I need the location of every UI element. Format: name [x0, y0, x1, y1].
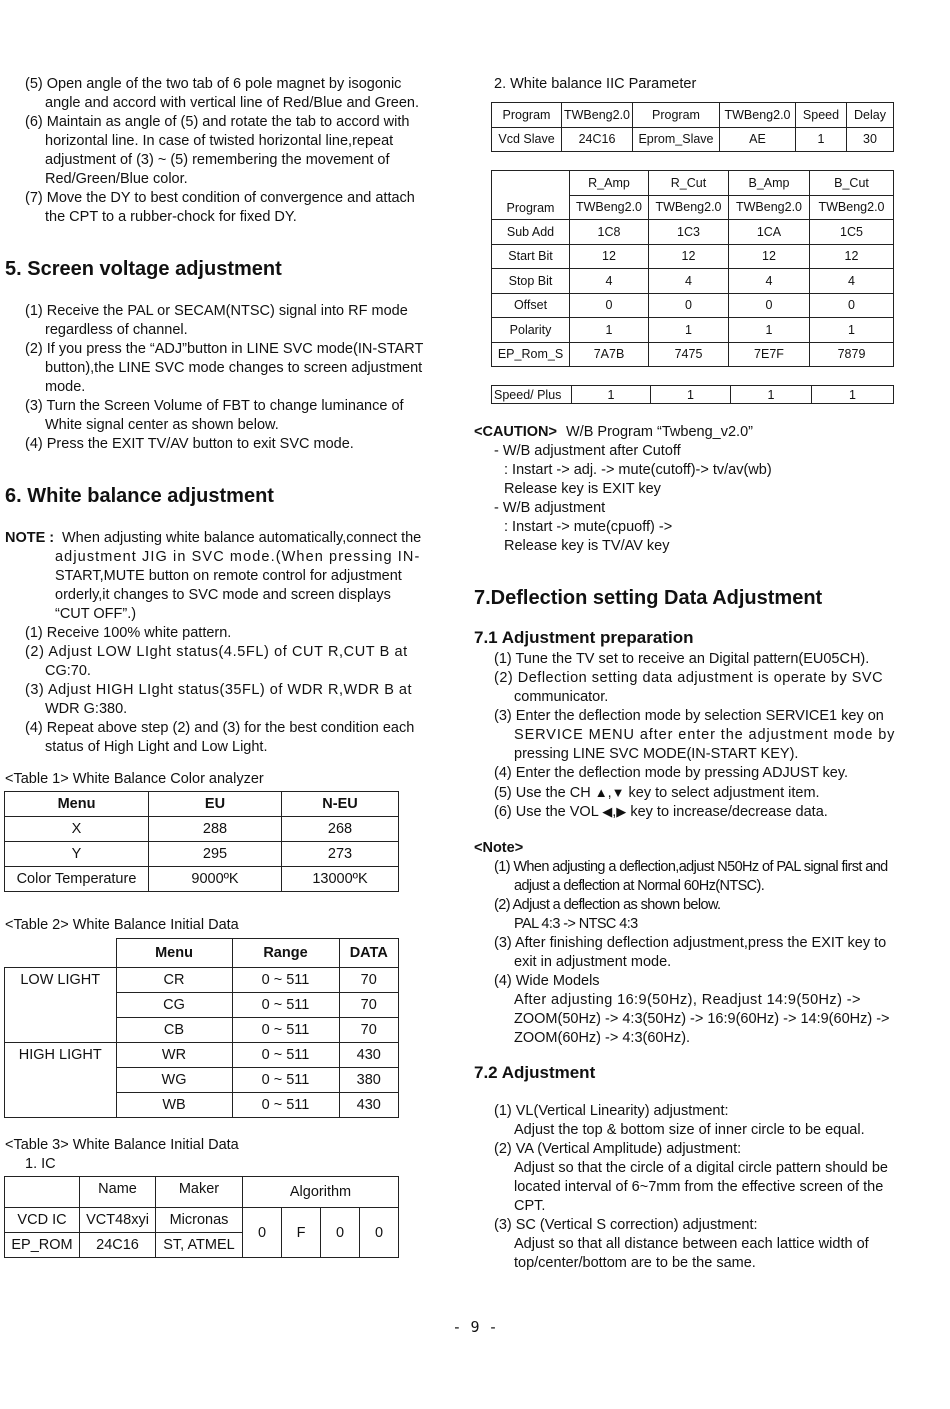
table-cell: 0	[321, 1208, 360, 1258]
table-cell: TWBeng2.0	[729, 195, 810, 220]
caution-line: : Instart -> adj. -> mute(cutoff)-> tv/av(wb)	[504, 462, 772, 478]
table-cell: 1	[812, 386, 894, 404]
table-cell: 268	[282, 817, 399, 842]
table-cell: 12	[649, 244, 729, 269]
caution-line: - W/B adjustment	[494, 500, 606, 516]
table-cell: TWBeng2.0	[649, 195, 729, 220]
table-cell: CB	[116, 1018, 232, 1043]
table-cell: 1	[796, 127, 847, 152]
table-cell: Sub Add	[492, 220, 570, 245]
table-header: Maker	[156, 1177, 243, 1208]
sec71-line: (4) Enter the deflection mode by pressing ADJUST key.	[494, 765, 849, 781]
table2-caption: <Table 2> White Balance Initial Data	[5, 917, 239, 933]
note-line: After adjusting 16:9(50Hz), Readjust 14:9(50Hz) ->	[514, 992, 861, 1008]
table-cell: 30	[847, 127, 894, 152]
high-light-group: HIGH LIGHT	[5, 1043, 117, 1118]
sec5-line: mode.	[45, 379, 86, 395]
table-cell: TWBeng2.0	[720, 103, 796, 128]
note-line: (3) After finishing deflection adjustment,press the EXIT key to	[494, 935, 887, 951]
table-cell: Program	[633, 103, 720, 128]
sec72-line: CPT.	[514, 1198, 546, 1214]
table-cell: 7879	[810, 342, 894, 367]
low-light-group: LOW LIGHT	[5, 968, 117, 1043]
note-line: orderly,it changes to SVC mode and screen displays	[55, 587, 391, 603]
table-cell: 1	[731, 386, 812, 404]
table-cell: EP_Rom_S	[492, 342, 570, 367]
table-cell: 9000ºK	[149, 867, 282, 892]
table3-caption: <Table 3> White Balance Initial Data	[5, 1137, 239, 1153]
table-cell: 0	[649, 293, 729, 318]
table-header: Menu	[5, 792, 149, 817]
sec71-line-6: (6) Use the VOL ◀,▶ key to increase/decrease data.	[494, 804, 828, 820]
caution-line: - W/B adjustment after Cutoff	[494, 443, 681, 459]
page-number: - 9 -	[452, 1318, 498, 1336]
note-line: adjustment JIG in SVC mode.(When pressing IN-	[55, 549, 421, 565]
table-cell: Start Bit	[492, 244, 570, 269]
note-label: NOTE :	[5, 530, 55, 546]
table-cell: Offset	[492, 293, 570, 318]
table-cell: 0	[570, 293, 649, 318]
table-cell: 4	[649, 269, 729, 294]
sec72-line: top/center/bottom are to be the same.	[514, 1255, 756, 1271]
table-cell: 273	[282, 842, 399, 867]
table-cell: 1	[572, 386, 651, 404]
table-cell: 1	[810, 318, 894, 343]
sec71-6-end: key to increase/decrease data.	[630, 804, 828, 820]
caution-label: <CAUTION>	[474, 424, 557, 440]
note-line: (4) Wide Models	[494, 973, 600, 989]
caution-line: Release key is TV/AV key	[504, 538, 670, 554]
sec5-line: (3) Turn the Screen Volume of FBT to change luminance of	[25, 398, 404, 414]
table-cell: Eprom_Slave	[633, 127, 720, 152]
section-5-title: 5. Screen voltage adjustment	[5, 258, 282, 280]
sec5-line: button),the LINE SVC mode changes to screen adjustment	[45, 360, 423, 376]
table-header: Menu	[116, 939, 232, 968]
sec6-line: (2) Adjust LOW LIght status(4.5FL) of CUT R,CUT B at	[25, 644, 408, 660]
sec5-line: (1) Receive the PAL or SECAM(NTSC) signal into RF mode	[25, 303, 408, 319]
table-cell: TWBeng2.0	[570, 195, 649, 220]
table-cell: 24C16	[80, 1233, 156, 1258]
table-cell: 0 ~ 511	[232, 1093, 339, 1118]
table-cell: 0	[729, 293, 810, 318]
caution-line: : Instart -> mute(cpuoff) ->	[504, 519, 673, 535]
right-triangle-icon: ▶	[616, 804, 627, 819]
table-cell: X	[5, 817, 149, 842]
table-header: B_Cut	[810, 171, 894, 196]
table-cell: 295	[149, 842, 282, 867]
sec6-line: (3) Adjust HIGH LIght status(35FL) of WDR R,WDR B at	[25, 682, 412, 698]
speed-plus-table	[491, 385, 894, 404]
table-cell: 24C16	[562, 127, 633, 152]
table-blank-cell	[5, 1177, 80, 1208]
iic-title: 2. White balance IIC Parameter	[494, 76, 697, 92]
note-line: START,MUTE button on remote control for adjustment	[55, 568, 402, 584]
table-cell: 0	[360, 1208, 399, 1258]
table-cell: 0	[810, 293, 894, 318]
table-cell: EP_ROM	[5, 1233, 80, 1258]
sec72-line: Adjust so that the circle of a digital circle pattern should be	[514, 1160, 888, 1176]
sec71-line: pressing LINE SVC MODE(IN-START KEY).	[514, 746, 799, 762]
table-cell: CG	[116, 993, 232, 1018]
table-cell: VCT48xyi	[80, 1208, 156, 1233]
table-cell: 13000ºK	[282, 867, 399, 892]
table-cell: Y	[5, 842, 149, 867]
table-cell: 1	[729, 318, 810, 343]
section-6-title: 6. White balance adjustment	[5, 485, 274, 507]
note-line: PAL 4:3 -> NTSC 4:3	[514, 916, 638, 932]
section-7-2-title: 7.2 Adjustment	[474, 1063, 596, 1082]
sec6-line: WDR G:380.	[45, 701, 128, 717]
table-cell: 1	[570, 318, 649, 343]
note-line: exit in adjustment mode.	[514, 954, 672, 970]
table-cell: 380	[339, 1068, 399, 1093]
table-cell: 1C5	[810, 220, 894, 245]
intro-line: Red/Green/Blue color.	[45, 171, 188, 187]
note-line: “CUT OFF”.)	[55, 606, 137, 622]
sec6-line: CG:70.	[45, 663, 91, 679]
table-cell: 4	[810, 269, 894, 294]
table-cell: 70	[339, 968, 399, 993]
table-cell: VCD IC	[5, 1208, 80, 1233]
table-1	[4, 791, 399, 892]
sec71-line-5: (5) Use the CH ▲,▼ key to select adjustment item.	[494, 785, 820, 801]
table-header: R_Amp	[570, 171, 649, 196]
sec6-line: (1) Receive 100% white pattern.	[25, 625, 232, 641]
note-line: When adjusting white balance automatically,connect the	[62, 530, 422, 546]
intro-line: (7) Move the DY to best condition of convergence and attach	[25, 190, 415, 206]
table-header: EU	[149, 792, 282, 817]
table-cell: 12	[570, 244, 649, 269]
table-cell: 1	[649, 318, 729, 343]
table-2	[4, 938, 399, 1118]
table-cell: Program	[492, 103, 562, 128]
table-cell: Speed	[796, 103, 847, 128]
table-cell: 12	[810, 244, 894, 269]
table-cell: WG	[116, 1068, 232, 1093]
table-cell: Delay	[847, 103, 894, 128]
table-cell: 12	[729, 244, 810, 269]
table-blank-cell	[5, 939, 117, 968]
caution-text: W/B Program “Twbeng_v2.0”	[566, 424, 753, 440]
intro-line: (5) Open angle of the two tab of 6 pole magnet by isogonic	[25, 76, 402, 92]
sec71-6-start: (6) Use the VOL	[494, 804, 599, 820]
table1-caption: <Table 1> White Balance Color analyzer	[5, 771, 264, 787]
intro-line: horizontal line. In case of twisted horizontal line,repeat	[45, 133, 394, 149]
intro-line: the CPT to a rubber-chock for fixed DY.	[45, 209, 297, 225]
intro-line: adjustment of (3) ~ (5) remembering the movement of	[45, 152, 390, 168]
table-cell: Vcd Slave	[492, 127, 562, 152]
table-cell: WR	[116, 1043, 232, 1068]
sec71-line: SERVICE MENU after enter the adjustment mode by	[514, 727, 896, 743]
sec5-line: White signal center as shown below.	[45, 417, 279, 433]
sec71-line: (1) Tune the TV set to receive an Digital pattern(EU05CH).	[494, 651, 870, 667]
table-cell: 70	[339, 1018, 399, 1043]
table-cell: WB	[116, 1093, 232, 1118]
table-cell: 7475	[649, 342, 729, 367]
table-cell: 0 ~ 511	[232, 1018, 339, 1043]
table-3	[4, 1176, 399, 1258]
sec72-line: (2) VA (Vertical Amplitude) adjustment:	[494, 1141, 742, 1157]
table-cell: CR	[116, 968, 232, 993]
table-cell: 0 ~ 511	[232, 993, 339, 1018]
table-cell: 430	[339, 1043, 399, 1068]
table-cell: 0 ~ 511	[232, 1068, 339, 1093]
table-cell: 0	[243, 1208, 282, 1258]
table-cell: 288	[149, 817, 282, 842]
table-cell: 7A7B	[570, 342, 649, 367]
sec72-line: located interval of 6~7mm from the effective screen of the	[514, 1179, 884, 1195]
sec5-line: (2) If you press the “ADJ”button in LINE SVC mode(IN-START	[25, 341, 424, 357]
iic-table-1	[491, 102, 894, 152]
iic-table-2	[491, 170, 894, 367]
table-cell: TWBeng2.0	[810, 195, 894, 220]
table-cell: 4	[570, 269, 649, 294]
up-triangle-icon: ▲	[594, 785, 608, 800]
table-cell: 430	[339, 1093, 399, 1118]
intro-line: (6) Maintain as angle of (5) and rotate the tab to accord with	[25, 114, 410, 130]
table-cell: Color Temperature	[5, 867, 149, 892]
table-cell: Program	[492, 171, 570, 220]
sec71-5-end: key to select adjustment item.	[628, 785, 820, 801]
sec71-line: (3) Enter the deflection mode by selection SERVICE1 key on	[494, 708, 884, 724]
table-header: R_Cut	[649, 171, 729, 196]
table-cell: Micronas	[156, 1208, 243, 1233]
note-line: ZOOM(50Hz) -> 4:3(50Hz) -> 16:9(60Hz) -> 14:9(60Hz) ->	[514, 1011, 890, 1027]
sec72-line: (3) SC (Vertical S correction) adjustment:	[494, 1217, 758, 1233]
table-cell: 70	[339, 993, 399, 1018]
table-cell: Speed/ Plus	[492, 386, 572, 404]
table-header: Algorithm	[243, 1177, 399, 1208]
caution-line: Release key is EXIT key	[504, 481, 661, 497]
table-cell: 0 ~ 511	[232, 968, 339, 993]
sec71-line: communicator.	[514, 689, 609, 705]
sec5-line: regardless of channel.	[45, 322, 188, 338]
table-cell: 1C3	[649, 220, 729, 245]
sec72-line: Adjust the top & bottom size of inner circle to be equal.	[514, 1122, 865, 1138]
note-line: (1) When adjusting a deflection,adjust N50Hz of PAL signal first and	[494, 859, 888, 875]
table-header: B_Amp	[729, 171, 810, 196]
note-title: <Note>	[474, 840, 524, 856]
table-cell: TWBeng2.0	[562, 103, 633, 128]
left-triangle-icon: ◀	[602, 804, 613, 819]
table-cell: F	[282, 1208, 321, 1258]
table-header: DATA	[339, 939, 399, 968]
intro-line: angle and accord with vertical line of Red/Blue and Green.	[45, 95, 419, 111]
table-cell: Polarity	[492, 318, 570, 343]
sec71-5-start: (5) Use the CH	[494, 785, 591, 801]
sec6-line: (4) Repeat above step (2) and (3) for the best condition each	[25, 720, 415, 736]
note-line: (2) Adjust a deflection as shown below.	[494, 897, 721, 913]
note-line: adjust a deflection at Normal 60Hz(NTSC).	[514, 878, 765, 894]
note-line: ZOOM(60Hz) -> 4:3(60Hz).	[514, 1030, 691, 1046]
down-triangle-icon: ▼	[611, 785, 625, 800]
sec72-line: (1) VL(Vertical Linearity) adjustment:	[494, 1103, 729, 1119]
table-cell: 4	[729, 269, 810, 294]
section-7-title: 7.Deflection setting Data Adjustment	[474, 587, 823, 609]
table3-subtitle: 1. IC	[25, 1156, 56, 1172]
table-cell: Stop Bit	[492, 269, 570, 294]
table-header: Name	[80, 1177, 156, 1208]
table-cell: 1	[651, 386, 731, 404]
table-header: N-EU	[282, 792, 399, 817]
table-cell: 1C8	[570, 220, 649, 245]
table-header: Range	[232, 939, 339, 968]
sec5-line: (4) Press the EXIT TV/AV button to exit SVC mode.	[25, 436, 354, 452]
section-7-1-title: 7.1 Adjustment preparation	[474, 628, 694, 647]
table-cell: 0 ~ 511	[232, 1043, 339, 1068]
table-cell: 7E7F	[729, 342, 810, 367]
sec72-line: Adjust so that all distance between each lattice width of	[514, 1236, 869, 1252]
table-cell: 1CA	[729, 220, 810, 245]
table-cell: ST, ATMEL	[156, 1233, 243, 1258]
table-cell: AE	[720, 127, 796, 152]
sec71-line: (2) Deflection setting data adjustment is operate by SVC	[494, 670, 884, 686]
sec6-line: status of High Light and Low Light.	[45, 739, 268, 755]
